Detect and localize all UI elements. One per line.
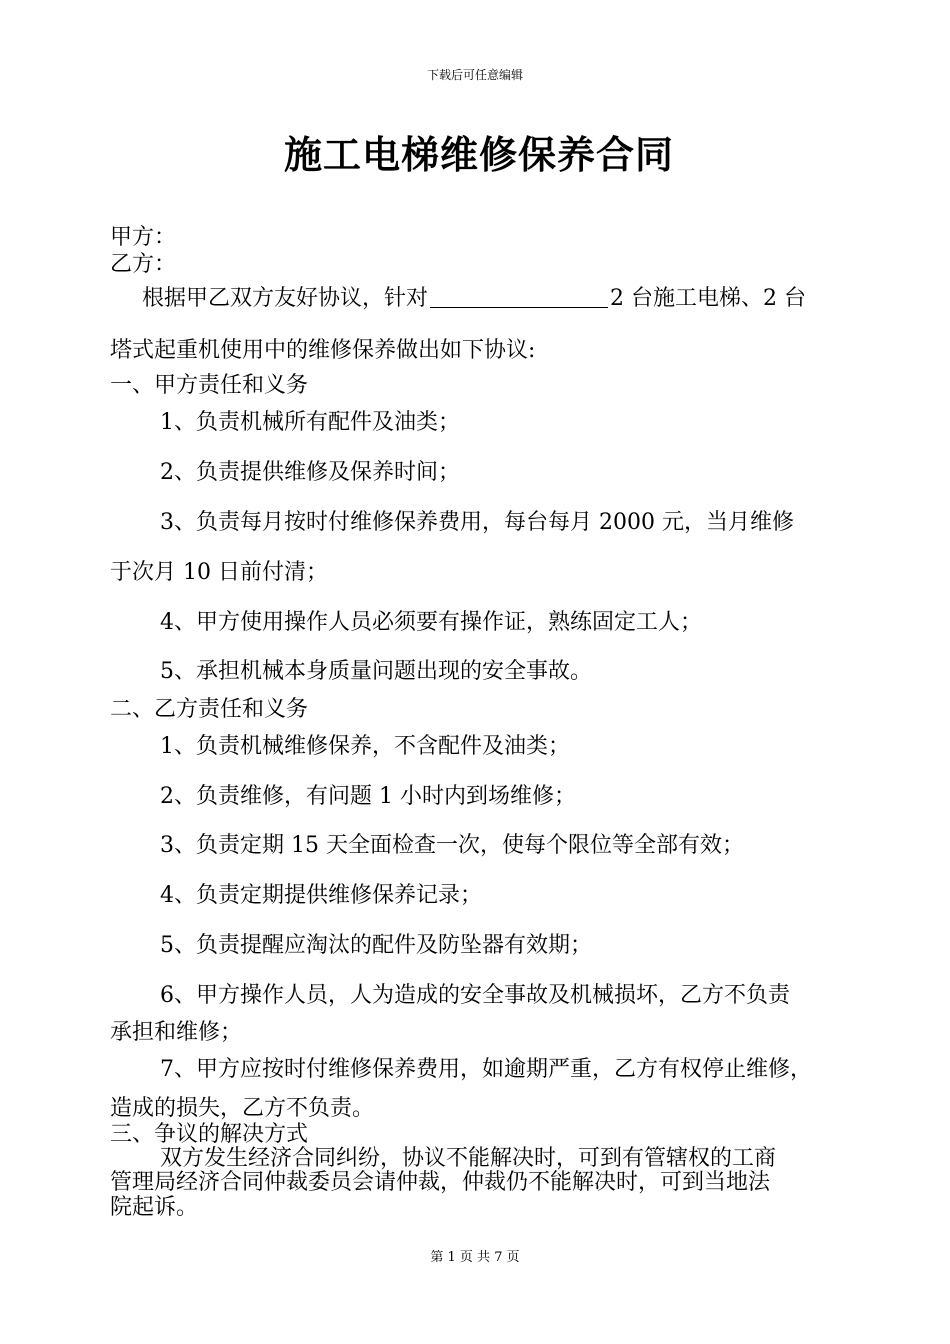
section-2-item: 2、负责维修，有问题 1 小时内到场维修；	[160, 784, 576, 809]
section-1-item: 3、负责每月按时付维修保养费用，每台每月 2000 元，当月维修	[160, 510, 794, 535]
section-2-item: 6、甲方操作人员，人为造成的安全事故及机械损坏，乙方不负责	[160, 983, 790, 1008]
section-3-heading: 三、争议的解决方式	[110, 1122, 309, 1147]
section-2-item-continued: 造成的损失，乙方不负责。	[110, 1096, 375, 1121]
section-2-item: 1、负责机械维修保养，不含配件及油类；	[160, 734, 570, 759]
fill-in-blank	[430, 287, 608, 308]
section-3-line: 院起诉。	[110, 1195, 199, 1220]
document-title: 施工电梯维修保养合同	[283, 132, 674, 177]
intro-text-before-blank: 根据甲乙双方友好协议，针对	[142, 286, 429, 311]
page-number-footer: 第 1 页 共 7 页	[430, 1250, 520, 1265]
section-2-item: 5、负责提醒应淘汰的配件及防坠器有效期；	[160, 933, 592, 958]
page-header-note: 下载后可任意编辑	[426, 68, 523, 82]
party-a-label: 甲方：	[110, 225, 177, 250]
party-b-label: 乙方：	[110, 252, 177, 277]
section-1-item-continued: 于次月 10 日前付清；	[110, 560, 328, 585]
section-2-item-continued: 承担和维修；	[110, 1020, 243, 1045]
section-1-item: 1、负责机械所有配件及油类；	[160, 410, 460, 435]
section-1-item: 2、负责提供维修及保养时间；	[160, 460, 460, 485]
section-2-item: 3、负责定期 15 天全面检查一次，使每个限位等全部有效；	[160, 833, 744, 858]
intro-line-1	[142, 286, 806, 312]
section-2-item: 7、甲方应按时付维修保养费用，如逾期严重，乙方有权停止维修，	[160, 1057, 812, 1082]
section-1-item: 5、承担机械本身质量问题出现的安全事故。	[160, 659, 592, 684]
section-2-heading: 二、乙方责任和义务	[110, 697, 309, 722]
section-1-heading: 一、甲方责任和义务	[110, 373, 309, 398]
section-1-item: 4、甲方使用操作人员必须要有操作证，熟练固定工人；	[160, 610, 702, 635]
intro-line-2: 塔式起重机使用中的维修保养做出如下协议:	[110, 338, 536, 363]
section-3-line: 双方发生经济合同纠纷，协议不能解决时，可到有管辖权的工商	[160, 1146, 777, 1171]
section-3-line: 管理局经济合同仲裁委员会请仲裁，仲裁仍不能解决时，可到当地法	[110, 1170, 771, 1195]
section-2-item: 4、负责定期提供维修保养记录；	[160, 883, 482, 908]
intro-text-after-blank: 2 台施工电梯、2 台	[610, 286, 806, 311]
